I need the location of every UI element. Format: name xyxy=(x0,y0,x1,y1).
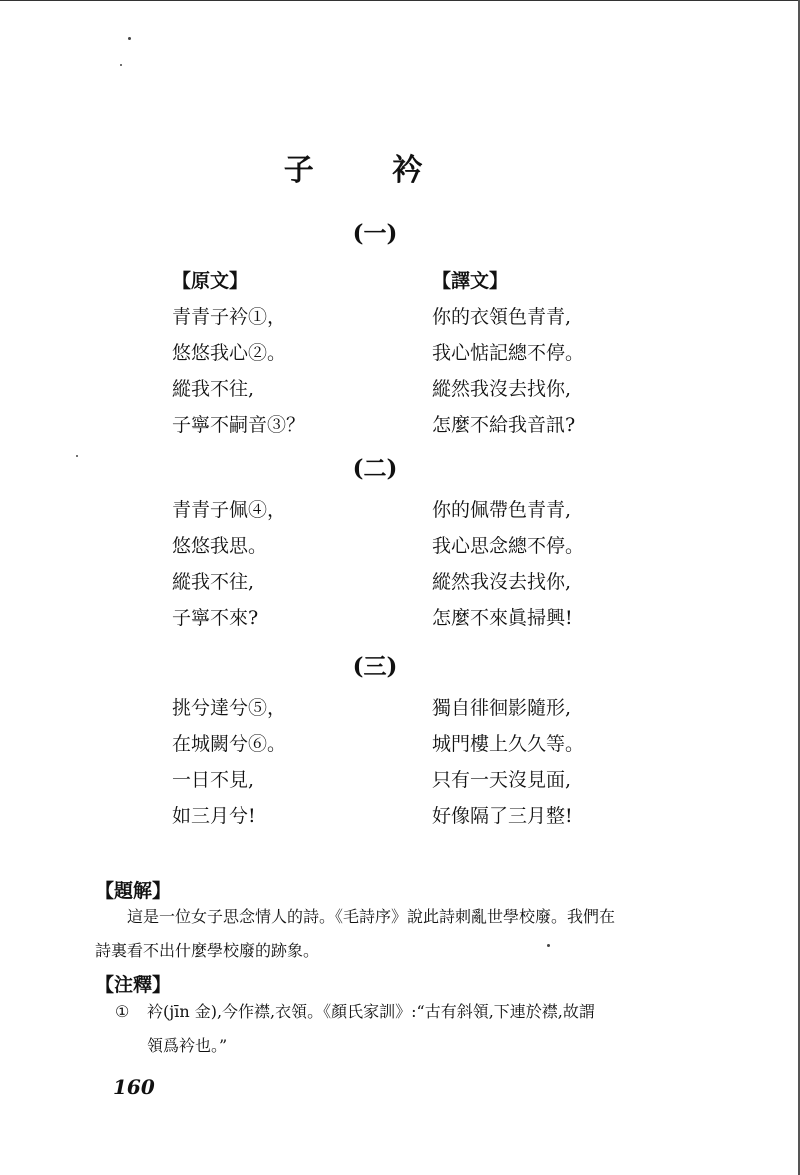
scan-speck xyxy=(120,64,122,66)
poem-title: 子 衿 xyxy=(283,153,457,188)
translation-column-2 xyxy=(432,492,584,636)
commentary-line: 詩裏看不出什麼學校廢的跡象。 xyxy=(95,941,320,960)
translation-line: 我心惦記總不停。 xyxy=(432,342,585,364)
original-line: 子寧不來? xyxy=(172,607,259,629)
scan-top-border xyxy=(0,0,800,1)
note-line: 領爲衿也。” xyxy=(147,1036,228,1055)
section-label-2: (二) xyxy=(352,455,398,482)
original-line: 悠悠我思。 xyxy=(172,535,268,557)
translation-column-3 xyxy=(432,690,584,834)
original-line: 縱我不往, xyxy=(172,378,255,400)
notes-header: 【注釋】 xyxy=(95,974,172,996)
translation-line: 縱然我沒去找你, xyxy=(432,571,572,593)
translation-line: 怎麼不給我音訊? xyxy=(432,414,576,436)
note-line: 衿(jīn 金),今作襟,衣領。《顏氏家訓》:“古有斜領,下連於襟,故謂 xyxy=(147,1002,595,1021)
scan-speck xyxy=(128,37,131,40)
original-line: 挑兮達兮⑤， xyxy=(172,697,287,719)
section-label-3: (三) xyxy=(352,653,398,680)
original-line: 青青子衿①， xyxy=(172,306,287,328)
original-line: 悠悠我心②。 xyxy=(172,342,287,364)
translation-line: 怎麼不來眞掃興! xyxy=(432,607,573,629)
translation-line: 我心思念總不停。 xyxy=(432,535,585,557)
translation-line: 你的衣領色青青, xyxy=(432,306,572,328)
original-header: 【原文】 xyxy=(172,270,249,292)
original-line: 子寧不嗣音③？ xyxy=(172,414,306,436)
note-number: ① xyxy=(115,1002,130,1021)
original-column-1 xyxy=(172,263,305,443)
translation-column-1 xyxy=(432,263,584,443)
commentary-line: 這是一位女子思念情人的詩。《毛詩序》說此詩刺亂世學校廢。我們在 xyxy=(127,907,616,926)
translation-header: 【譯文】 xyxy=(432,270,509,292)
note-body xyxy=(147,995,672,1063)
original-line: 如三月兮! xyxy=(172,805,256,827)
commentary-header: 【題解】 xyxy=(95,880,172,902)
translation-line: 只有一天沒見面, xyxy=(432,769,572,791)
translation-line: 你的佩帶色青青, xyxy=(432,499,572,521)
original-line: 在城闕兮⑥。 xyxy=(172,733,287,755)
translation-line: 縱然我沒去找你, xyxy=(432,378,572,400)
original-column-3 xyxy=(172,690,286,834)
original-line: 一日不見, xyxy=(172,769,255,791)
original-line: 青青子佩④， xyxy=(172,499,287,521)
translation-line: 好像隔了三月整! xyxy=(432,805,573,827)
original-column-2 xyxy=(172,492,286,636)
translation-line: 獨自徘徊影隨形, xyxy=(432,697,572,719)
section-label-1: (一) xyxy=(352,220,398,247)
original-line: 縱我不往, xyxy=(172,571,255,593)
page-number: 160 xyxy=(113,1075,155,1099)
commentary-paragraph xyxy=(95,900,665,968)
translation-line: 城門樓上久久等。 xyxy=(432,733,585,755)
